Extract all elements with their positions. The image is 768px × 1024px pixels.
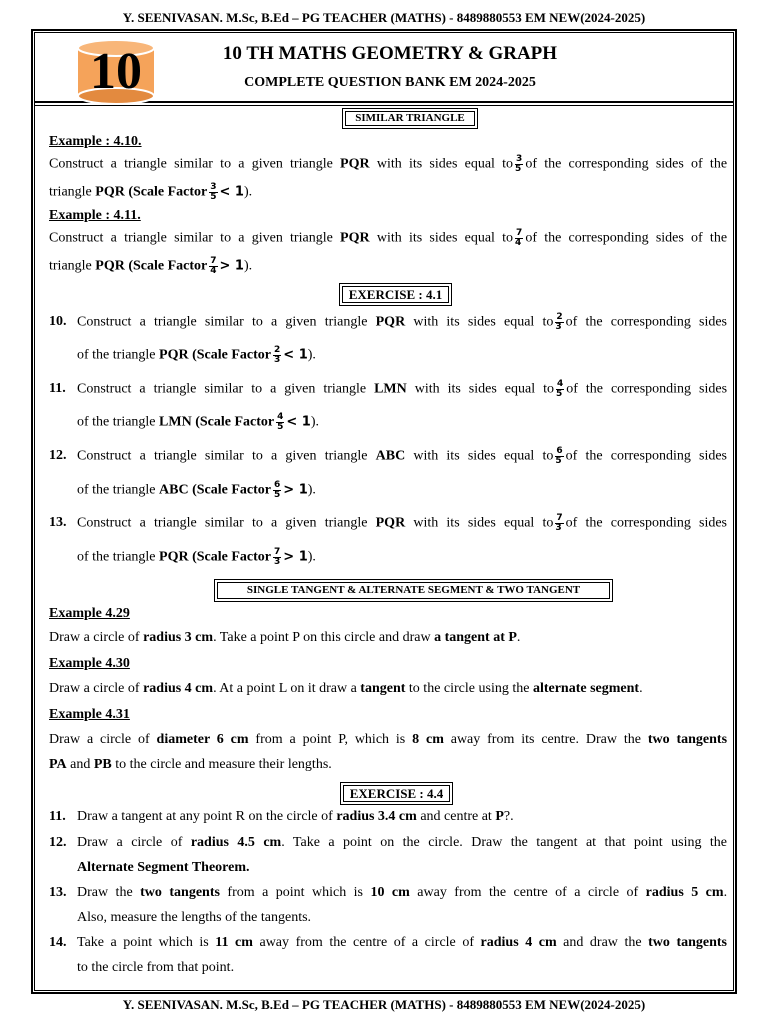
exercise-4-1-q13-number: 13. [49, 515, 67, 530]
exercise-4-1-q12-line-2: of the triangle ABC (Scale Factor $\frac{6}{5}$ > 1). [77, 480, 316, 500]
exercise-4-4-q13-line-2: Also, measure the lengths of the tangents. [77, 910, 312, 925]
exercise-4-4-q12-number: 12. [49, 835, 67, 850]
example-4-10-line-1: Construct a triangle similar to a given triangle PQR with its sides equal to $\frac{3}{5}$ of the corresponding sides of the [49, 154, 728, 174]
section-heading-similar-triangle: SIMILAR TRIANGLE [342, 108, 478, 129]
fraction: $\frac{2}{3}$ [274, 345, 281, 365]
exercise-4-1-q10-number: 10. [49, 314, 67, 329]
exercise-4-1-q11-line-2: of the triangle LMN (Scale Factor $\frac{4}{5}$ < 1). [77, 412, 320, 432]
exercise-4-1-q10-line-2: of the triangle PQR (Scale Factor $\frac{2}{3}$ < 1). [77, 345, 316, 365]
exercise-4-4-q11-number: 11. [49, 809, 66, 824]
example-4-31-line-2: PA and PB to the circle and measure their lengths. [49, 757, 332, 772]
exercise-4-4-q13-number: 13. [49, 885, 67, 900]
example-4-30-text: Draw a circle of radius 4 cm. At a point L on it draw a tangent to the circle using the alternate segment. [49, 681, 643, 696]
section-heading-tangent: SINGLE TANGENT & ALTERNATE SEGMENT & TWO TANGENT [214, 579, 613, 602]
exercise-4-1-q10-line-1: Construct a triangle similar to a given triangle PQR with its sides equal to $\frac{2}{3}$ of the corresponding sides [77, 312, 728, 332]
page-title: 10 TH MATHS GEOMETRY & GRAPH [222, 43, 558, 64]
example-4-11-label: Example : 4.11. [49, 208, 141, 223]
exercise-4-1-q12-line-1: Construct a triangle similar to a given triangle ABC with its sides equal to $\frac{6}{5}$ of the corresponding sides [77, 446, 728, 466]
page-subtitle: COMPLETE QUESTION BANK EM 2024-2025 [244, 75, 536, 90]
exercise-4-1-q13-line-2: of the triangle PQR (Scale Factor $\frac{7}{3}$ > 1). [77, 547, 316, 567]
section-heading-exercise-4-4: EXERCISE : 4.4 [340, 782, 453, 805]
fraction: $\frac{7}{4}$ [210, 256, 217, 276]
example-4-29-text: Draw a circle of radius 3 cm. Take a point P on this circle and draw a tangent at P. [49, 630, 521, 645]
exercise-4-1-q13-line-1: Construct a triangle similar to a given triangle PQR with its sides equal to $\frac{7}{3}$ of the corresponding sides [77, 513, 728, 533]
exercise-4-4-q14-number: 14. [49, 935, 67, 950]
example-4-11-line-2: triangle PQR (Scale Factor $\frac{7}{4}$ > 1). [49, 256, 253, 276]
example-4-31-line-1: Draw a circle of diameter 6 cm from a point P, which is 8 cm away from its centre. Draw the two tangents [49, 732, 728, 747]
footer-line: Y. SEENIVASAN. M.Sc, B.Ed – PG TEACHER (MATHS) - 8489880553 EM NEW(2024-2025) [122, 997, 646, 1012]
exercise-4-1-q11-line-1: Construct a triangle similar to a given triangle LMN with its sides equal to $\frac{4}{5}$ of the corresponding sides [77, 379, 728, 399]
fraction: $\frac{6}{5}$ [274, 480, 281, 500]
example-4-31-label: Example 4.31 [49, 707, 130, 722]
example-4-10-label: Example : 4.10. [49, 134, 142, 149]
grade-badge-number: 10 [90, 43, 142, 100]
exercise-4-4-q14-line-2: to the circle from that point. [77, 960, 235, 975]
exercise-4-1-q11-number: 11. [49, 381, 66, 396]
exercise-4-4-q12-line-2: Alternate Segment Theorem. [77, 860, 250, 875]
example-4-29-label: Example 4.29 [49, 606, 130, 621]
section-heading-exercise-4-1: EXERCISE : 4.1 [339, 283, 452, 306]
example-4-11-line-1: Construct a triangle similar to a given triangle PQR with its sides equal to $\frac{7}{4}$ of the corresponding sides of the [49, 228, 728, 248]
exercise-4-4-q13-line-1: Draw the two tangents from a point which is 10 cm away from the centre of a circle of radius 5 cm. [77, 885, 728, 900]
exercise-4-4-q14-line-1: Take a point which is 11 cm away from the centre of a circle of radius 4 cm and draw the two tangents [77, 935, 728, 950]
fraction: $\frac{3}{5}$ [515, 154, 523, 174]
fraction: $\frac{2}{3}$ [555, 312, 563, 332]
example-4-10-line-2: triangle PQR (Scale Factor $\frac{3}{5}$ < 1). [49, 182, 253, 202]
fraction: $\frac{6}{5}$ [555, 446, 563, 466]
exercise-4-1-q12-number: 12. [49, 448, 67, 463]
fraction: $\frac{7}{3}$ [555, 513, 563, 533]
fraction: $\frac{7}{4}$ [515, 228, 523, 248]
fraction: $\frac{4}{5}$ [277, 412, 284, 432]
exercise-4-4-q11-text: Draw a tangent at any point R on the circle of radius 3.4 cm and centre at P?. [77, 809, 514, 824]
fraction: $\frac{7}{3}$ [274, 547, 281, 567]
fraction: $\frac{3}{5}$ [210, 182, 217, 202]
top-header-line: Y. SEENIVASAN. M.Sc, B.Ed – PG TEACHER (MATHS) - 8489880553 EM NEW(2024-2025) [122, 10, 646, 25]
exercise-4-4-q12-line-1: Draw a circle of radius 4.5 cm. Take a point on the circle. Draw the tangent at that point using the [77, 835, 728, 850]
fraction: $\frac{4}{5}$ [555, 379, 564, 399]
example-4-30-label: Example 4.30 [49, 656, 130, 671]
